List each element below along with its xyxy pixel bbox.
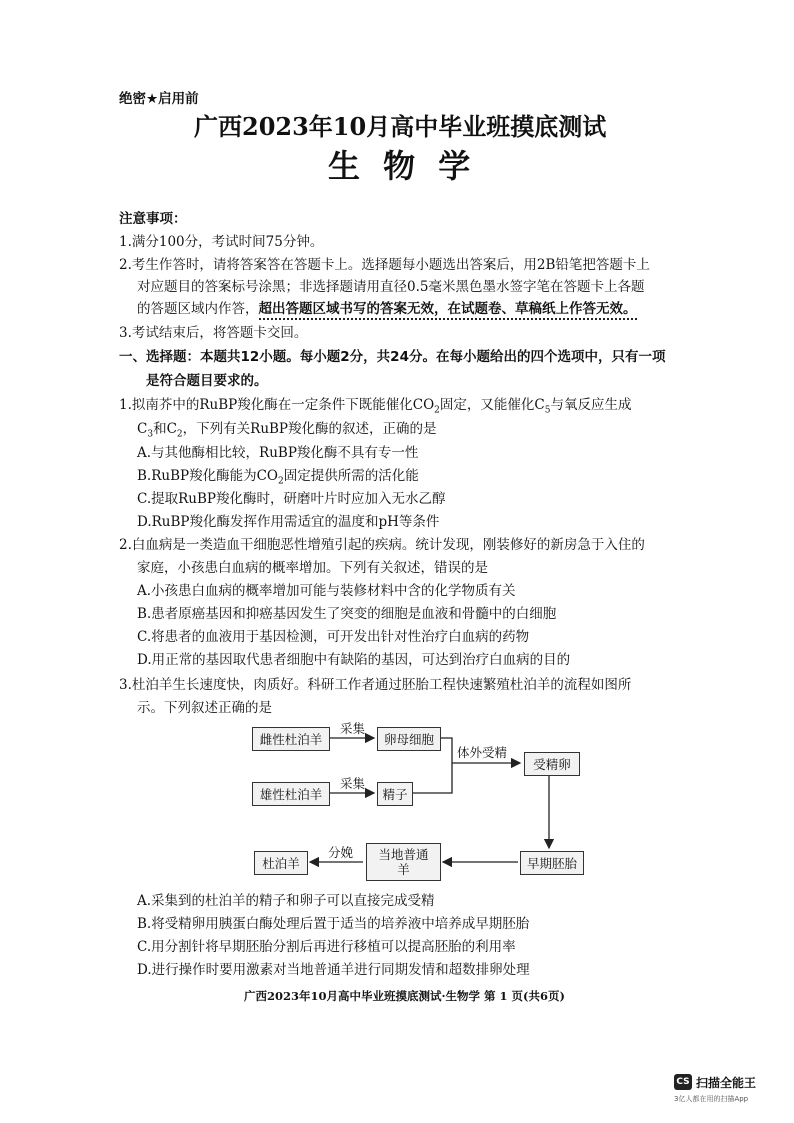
confidential-label: 绝密★启用前: [119, 91, 199, 107]
q2-option-d: D.用正常的基因取代患者细胞中有缺陷的基因，可达到治疗白血病的目的: [137, 652, 571, 668]
q1-stem-2b: 和C: [153, 421, 177, 437]
q3-stem-line-1: 3.杜泊羊生长速度快，肉质好。科研工作者通过胚胎工程快速繁殖杜泊羊的流程如图所: [119, 677, 632, 693]
q1-sub-4: 2: [176, 429, 183, 440]
q3-option-c: C.用分割针将早期胚胎分割后再进行移植可以提高胚胎的利用率: [137, 939, 516, 955]
node-zygote: 受精卵: [524, 752, 580, 776]
q3-option-d: D.进行操作时要用激素对当地普通羊进行同期发情和超数排卵处理: [137, 962, 530, 978]
q2-option-b: B.患者原癌基因和抑癌基因发生了突变的细胞是血液和骨髓中的白细胞: [137, 606, 557, 622]
q1-option-b-end: 固定提供所需的活化能: [283, 468, 419, 484]
node-local-sheep-line-1: 当地普通: [378, 847, 429, 862]
section-heading-line-1: 一、选择题：本题共12小题。每小题2分，共24分。在每小题给出的四个选项中，只有一项: [119, 349, 666, 365]
node-male-sheep: 雄性杜泊羊: [252, 782, 330, 806]
q3-stem-line-2: 示。下列叙述正确的是: [137, 700, 272, 716]
label-collect-1: 采集: [340, 721, 366, 736]
q1-stem-1a: 1.拟南芥中的RuBP羧化酶在一定条件下既能催化CO: [119, 397, 435, 413]
note-warning: 超出答题区域书写的答案无效，在试题卷、草稿纸上作答无效。: [259, 301, 637, 320]
note-item-3: 3.考试结束后，将答题卡交回。: [119, 325, 308, 341]
note-item-2-line-1: 2.考生作答时，请将答案答在答题卡上。选择题每小题选出答案后，用2B铅笔把答题卡上: [119, 257, 650, 273]
q1-option-b-sub: 2: [277, 476, 284, 487]
q1-option-c: C.提取RuBP羧化酶时，研磨叶片时应加入无水乙醇: [137, 491, 446, 507]
scanner-watermark: [674, 1072, 784, 1112]
q1-stem-1c: 与氧反应生成: [550, 397, 632, 413]
scanner-name: 扫描全能王: [696, 1076, 757, 1090]
q2-stem-line-2: 家庭，小孩患白血病的概率增加。下列有关叙述，错误的是: [137, 560, 488, 576]
q1-option-b-start: B.RuBP羧化酶能为CO: [137, 468, 278, 484]
q1-stem-2a: C: [137, 421, 148, 437]
q2-stem-line-1: 2.白血病是一类造血干细胞恶性增殖引起的疾病。统计发现，刚装修好的新房急于入住的: [119, 537, 645, 553]
arrow-oocyte-to-ivf: [441, 738, 452, 763]
label-birth: 分娩: [328, 845, 354, 860]
q1-sub-1: 2: [434, 405, 440, 416]
note-item-2-line-2: 对应题目的答案标号涂黑；非选择题请用直径0.5毫米黑色墨水签字笔在答题卡上各题: [137, 279, 645, 295]
note-item-1: 1.满分100分，考试时间75分钟。: [119, 234, 324, 250]
q1-stem-1b: 固定，又能催化C: [439, 397, 545, 413]
q2-option-a: A.小孩患白血病的概率增加可能与装修材料中含的化学物质有关: [137, 583, 516, 599]
q1-sub-2: 5: [544, 405, 551, 416]
node-local-sheep: [366, 843, 441, 881]
section-heading-line-2: 是符合题目要求的。: [146, 373, 268, 389]
note-item-2-line-3-start: 的答题区域内作答，: [137, 301, 259, 317]
label-collect-2: 采集: [340, 776, 366, 791]
node-oocyte: 卵母细胞: [377, 727, 441, 751]
q1-option-a: A.与其他酶相比较，RuBP羧化酶不具有专一性: [137, 445, 419, 461]
label-ivf: 体外受精: [457, 745, 508, 760]
q1-sub-3: 3: [147, 429, 154, 440]
node-offspring: 杜泊羊: [254, 851, 308, 875]
notes-heading: 注意事项：: [119, 211, 187, 227]
page-footer: 广西2023年10月高中毕业班摸底测试·生物学 第 1 页(共6页): [244, 989, 565, 1003]
node-local-sheep-line-2: 羊: [397, 862, 410, 877]
arrow-sperm-to-ivf: [413, 763, 452, 793]
q1-stem-2c: ，下列有关RuBP羧化酶的叙述，正确的是: [182, 421, 437, 437]
node-female-sheep: 雌性杜泊羊: [252, 727, 330, 751]
node-sperm: 精子: [377, 782, 413, 806]
q2-option-c: C.将患者的血液用于基因检测，可开发出针对性治疗白血病的药物: [137, 629, 530, 645]
exam-title: 广西2023年10月高中毕业班摸底测试: [194, 112, 607, 141]
q1-option-d: D.RuBP羧化酶发挥作用需适宜的温度和pH等条件: [137, 514, 440, 530]
subject-title: 生 物 学: [328, 147, 477, 185]
q3-option-a: A.采集到的杜泊羊的精子和卵子可以直接完成受精: [137, 893, 435, 909]
scanner-logo: CS: [674, 1074, 692, 1090]
scanner-tagline: 3亿人都在用的扫描App: [674, 1095, 749, 1103]
node-early-embryo: 早期胚胎: [520, 851, 584, 875]
q3-option-b: B.将受精卵用胰蛋白酶处理后置于适当的培养液中培养成早期胚胎: [137, 916, 530, 932]
